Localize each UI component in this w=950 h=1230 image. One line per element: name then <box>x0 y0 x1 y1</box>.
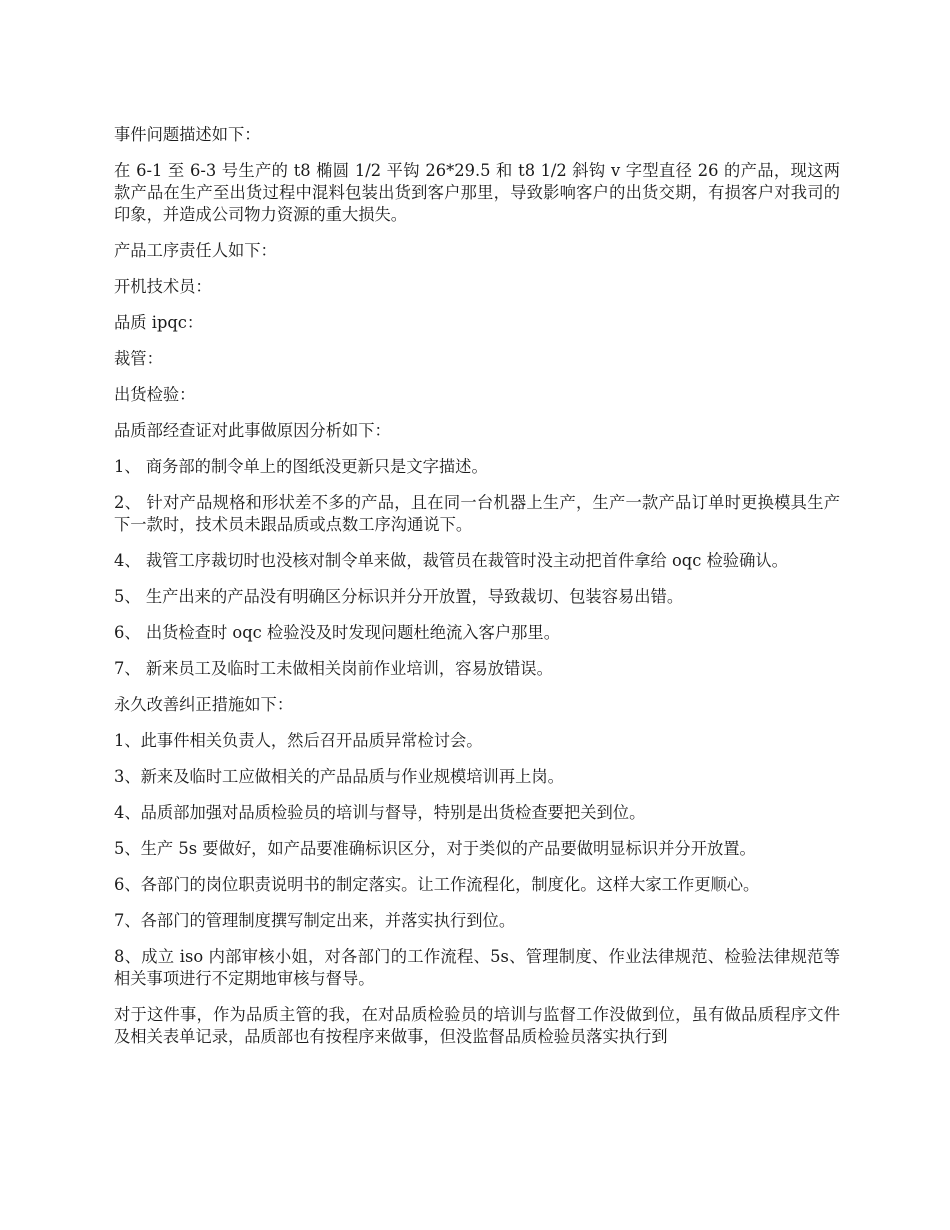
heading-corrective-measures: 永久改善纠正措施如下： <box>114 695 294 714</box>
responsible-quality-ipqc: 品质 ipqc： <box>114 313 204 332</box>
cause-item: 1、 商务部的制令单上的图纸没更新只是文字描述。 <box>114 457 488 476</box>
cause-item: 7、 新来员工及临时工未做相关岗前作业培训，容易放错误。 <box>114 659 553 678</box>
measure-item: 6、各部门的岗位职责说明书的制定落实。让工作流程化，制度化。这样大家工作更顺心。 <box>114 875 760 894</box>
measure-item: 4、品质部加强对品质检验员的培训与督导，特别是出货检查要把关到位。 <box>114 803 646 822</box>
heading-event-description: 事件问题描述如下： <box>114 125 261 144</box>
document-body <box>114 124 840 1062</box>
cause-item: 2、 针对产品规格和形状差不多的产品，且在同一台机器上生产，生产一款产品订单时更换模具生产下一款时，技术员未跟品质或点数工序沟通说下。 <box>114 493 840 534</box>
heading-cause-analysis: 品质部经查证对此事做原因分析如下： <box>114 421 391 440</box>
closing-paragraph: 对于这件事，作为品质主管的我，在对品质检验员的培训与监督工作没做到位，虽有做品质程序文件及相关表单记录，品质部也有按程序来做事，但没监督品质检验员落实执行到 <box>114 1005 840 1046</box>
cause-item: 4、 裁管工序裁切时也没核对制令单来做，裁管员在裁管时没主动把首件拿给 oqc 检验确认。 <box>114 551 788 570</box>
heading-responsible-persons: 产品工序责任人如下： <box>114 241 277 260</box>
event-detail-paragraph: 在 6-1 至 6-3 号生产的 t8 椭圆 1/2 平钩 26*29.5 和 t8 1/2 斜钩 v 字型直径 26 的产品，现这两款产品在生产至出货过程中混料包装出货到客户那里，导致影响客户的出货交期，有损客户对我司的印象，并造成公司物力资源的重大损失。 <box>114 161 840 224</box>
measure-item: 5、生产 5s 要做好，如产品要准确标识区分，对于类似的产品要做明显标识并分开放置。 <box>114 839 756 858</box>
measure-item: 1、此事件相关负责人，然后召开品质异常检讨会。 <box>114 731 483 750</box>
measure-item: 7、各部门的管理制度撰写制定出来，并落实执行到位。 <box>114 911 516 930</box>
measure-item: 3、新来及临时工应做相关的产品品质与作业规模培训再上岗。 <box>114 767 564 786</box>
measure-item: 8、成立 iso 内部审核小姐，对各部门的工作流程、5s、管理制度、作业法律规范、检验法律规范等相关事项进行不定期地审核与督导。 <box>114 947 840 988</box>
responsible-operator-technician: 开机技术员： <box>114 277 212 296</box>
cause-item: 5、 生产出来的产品没有明确区分标识并分开放置，导致裁切、包装容易出错。 <box>114 587 684 606</box>
responsible-pipe-cutting: 裁管： <box>114 349 163 368</box>
responsible-shipping-inspection: 出货检验： <box>114 385 196 404</box>
cause-item: 6、 出货检查时 oqc 检验没及时发现问题杜绝流入客户那里。 <box>114 623 560 642</box>
